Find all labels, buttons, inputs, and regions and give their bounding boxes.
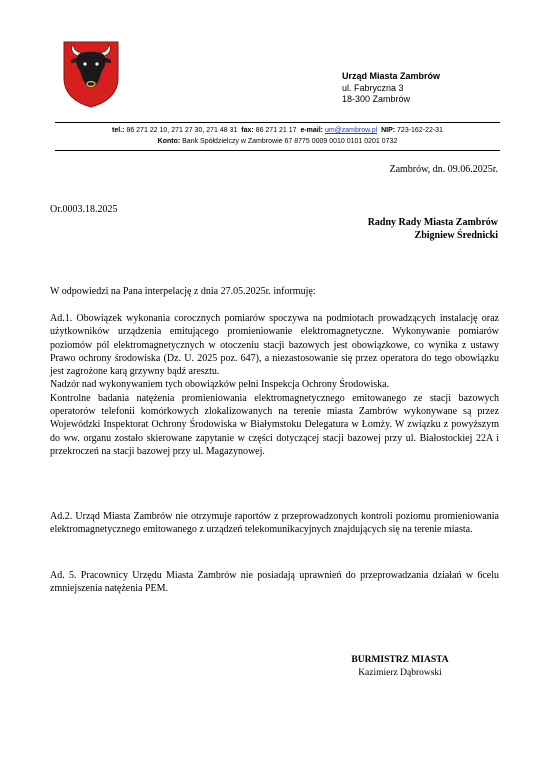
paragraph-ad5: Ad. 5. Pracownicy Urzędu Miasta Zambrów nie posiadają uprawnień do przeprowadzania działań w 6celu zmniejszenia natężenia PEM.	[50, 570, 499, 595]
paragraph-ad1	[50, 312, 499, 458]
letter-date: Zambrów, dn. 09.06.2025r.	[389, 164, 498, 175]
office-street: ul. Fabryczna 3	[342, 82, 404, 93]
contact-block	[55, 126, 500, 146]
account-label: Konto:	[157, 138, 181, 145]
tel-label: tel.:	[112, 127, 125, 134]
nip-label: NIP:	[381, 127, 396, 134]
contact-divider	[55, 150, 500, 151]
account-value: Bank Spółdzielczy w Zambrowie 67 8775 0009 0010 0101 0201 0732	[182, 138, 398, 145]
account-line	[55, 137, 500, 146]
signature-name: Kazimierz Dąbrowski	[358, 668, 442, 678]
office-city: 18-300 Zambrów	[342, 94, 411, 104]
office-name: Urząd Miasta Zambrów	[342, 71, 441, 81]
fax-label: fax:	[241, 127, 254, 134]
coat-of-arms-icon	[62, 40, 120, 108]
recipient-name: Zbigniew Średnicki	[414, 230, 498, 241]
reference-number: Or.0003.18.2025	[50, 204, 118, 215]
email-link[interactable]: um@zambrow.pl	[324, 127, 378, 134]
email-label: e-mail:	[300, 127, 323, 134]
paragraph-ad1-part1: Ad.1. Obowiązek wykonania corocznych pomiarów spoczywa na podmiotach prowadzących instalację oraz użytkowników urządzenia emitującego promieniowanie elektromagnetyczne. Wykonywanie pomiarów poziomów pól elektromagnetycznych w otoczeniu stacji bazowych jest obowiązkowe, co wynika z ustawy Prawo ochrony środowiska (Dz. U. 2025 poz. 647), a niezastosowanie się przez operatora do tego obowiązku jest zagrożone karą grzywny bądź aresztu.	[50, 313, 499, 378]
paragraph-ad1-part2: Nadzór nad wykonywaniem tych obowiązków pełni Inspekcja Ochrony Środowiska.	[50, 379, 390, 391]
nip-value: 723-162-22-31	[397, 127, 443, 134]
contact-line	[55, 126, 500, 135]
paragraph-ad1-part3: Kontrolne badania natężenia promieniowania elektromagnetycznego emitowanego ze stacji bazowych operatorów telefonii komórkowych zlokalizowanych na terenie miasta Zambrów wykonywane są przez Wojewódzki Inspektorat Ochrony Środowiska w Białymstoku Delegatura w Łomży. W związku z powyższym do ww. organu zostało skierowane zapytanie w części dotyczącej stacji bazowej przy ul. Białostockiej 22A i przekroczeń na stacji bazowej przy ul. Magazynowej.	[50, 392, 499, 457]
signature-block	[340, 654, 460, 680]
header-divider	[55, 122, 500, 123]
office-address	[342, 71, 440, 106]
tel-value: 86 271 22 10, 271 27 30, 271 48 31	[126, 127, 238, 134]
recipient-title: Radny Rady Miasta Zambrów	[367, 217, 498, 228]
intro-paragraph: W odpowiedzi na Pana interpelację z dnia 27.05.2025r. informuję:	[50, 286, 316, 297]
signature-title: BURMISTRZ MIASTA	[351, 655, 449, 665]
fax-value: 86 271 21 17	[255, 127, 297, 134]
recipient-block	[368, 216, 498, 242]
paragraph-ad2: Ad.2. Urząd Miasta Zambrów nie otrzymuje raportów z przeprowadzonych kontroli poziomu promieniowania elektromagnetycznego emitowanego z urządzeń telekomunikacyjnych znajdujących się na terenie miasta.	[50, 511, 499, 536]
